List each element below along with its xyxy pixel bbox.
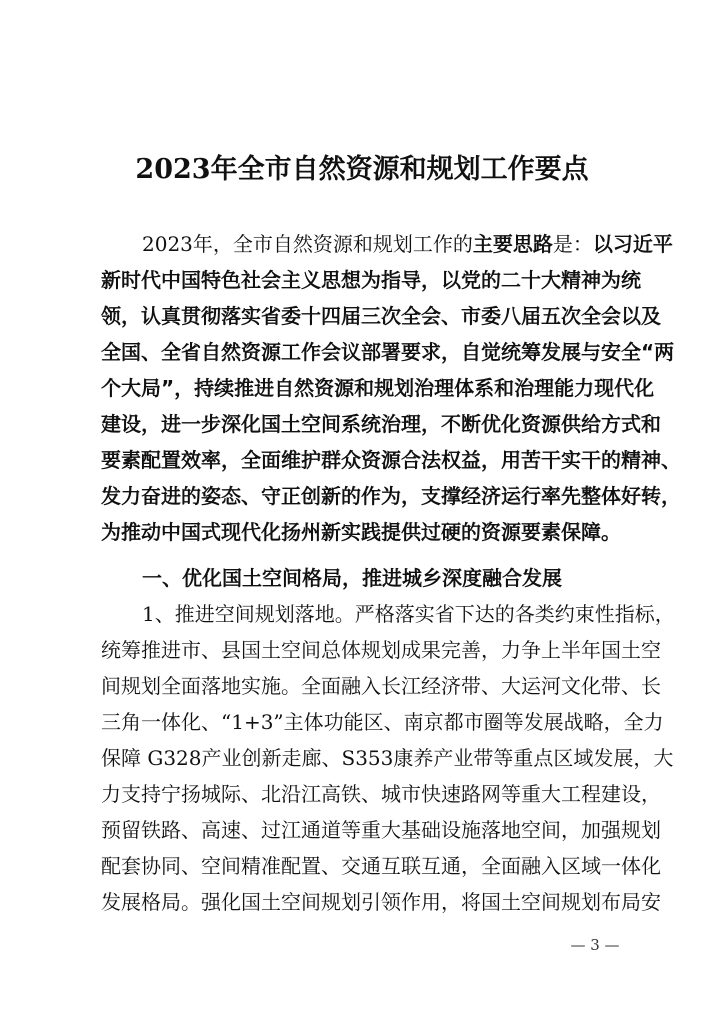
intro-text-plain-2: 是： [552,232,593,256]
section-line-1: 1、推进空间规划落地。严格落实省下达的各类约束性指标， [142,602,675,626]
intro-line: 发力奋进的姿态、守正创新的作为，支撑经济运行率先整体好转， [101,484,681,508]
section-heading: 一、优化国土空间格局，推进城乡深度融合发展 [142,566,562,590]
intro-line-1 [142,226,673,262]
page-title: 2023年全市自然资源和规划工作要点 [135,154,589,185]
section-line: 统筹推进市、县国土空间总体规划成果完善，力争上半年国土空 [101,638,661,662]
page-number: — 3 — [570,936,620,954]
intro-line: 领，认真贯彻落实省委十四届三次全会、市委八届五次全会以及 [101,304,661,328]
section-line: 力支持宁扬城际、北沿江高铁、城市快速路网等重大工程建设， [101,782,661,806]
intro-text-bold-2: 以习近平 [592,232,673,256]
intro-line: 要素配置效率，全面维护群众资源合法权益，用苦干实干的精神、 [101,448,681,472]
intro-text-bold: 主要思路 [472,232,553,256]
section-line: 保障 G328产业创新走廊、S353康养产业带等重点区域发展，大 [101,746,674,770]
section-line: 预留铁路、高速、过江通道等重大基础设施落地空间，加强规划 [101,818,661,842]
intro-line: 建设，进一步深化国土空间系统治理，不断优化资源供给方式和 [101,412,661,436]
section-line: 配套协同、空间精准配置、交通互联互通，全面融入区域一体化 [101,854,661,878]
intro-line: 个大局”，持续推进自然资源和规划治理体系和治理能力现代化 [101,376,655,400]
section-line: 三角一体化、“1+3”主体功能区、南京都市圈等发展战略，全力 [101,710,664,734]
intro-line: 新时代中国特色社会主义思想为指导，以党的二十大精神为统 [101,268,641,292]
section-line: 间规划全面落地实施。全面融入长江经济带、大运河文化带、长 [101,674,661,698]
section-line: 发展格局。强化国土空间规划引领作用，将国土空间规划布局安 [101,890,661,914]
intro-text-plain: 2023年，全市自然资源和规划工作的 [142,232,473,256]
intro-line: 为推动中国式现代化扬州新实践提供过硬的资源要素保障。 [101,520,621,544]
intro-line: 全国、全省自然资源工作会议部署要求，自觉统筹发展与安全“两 [101,340,675,364]
